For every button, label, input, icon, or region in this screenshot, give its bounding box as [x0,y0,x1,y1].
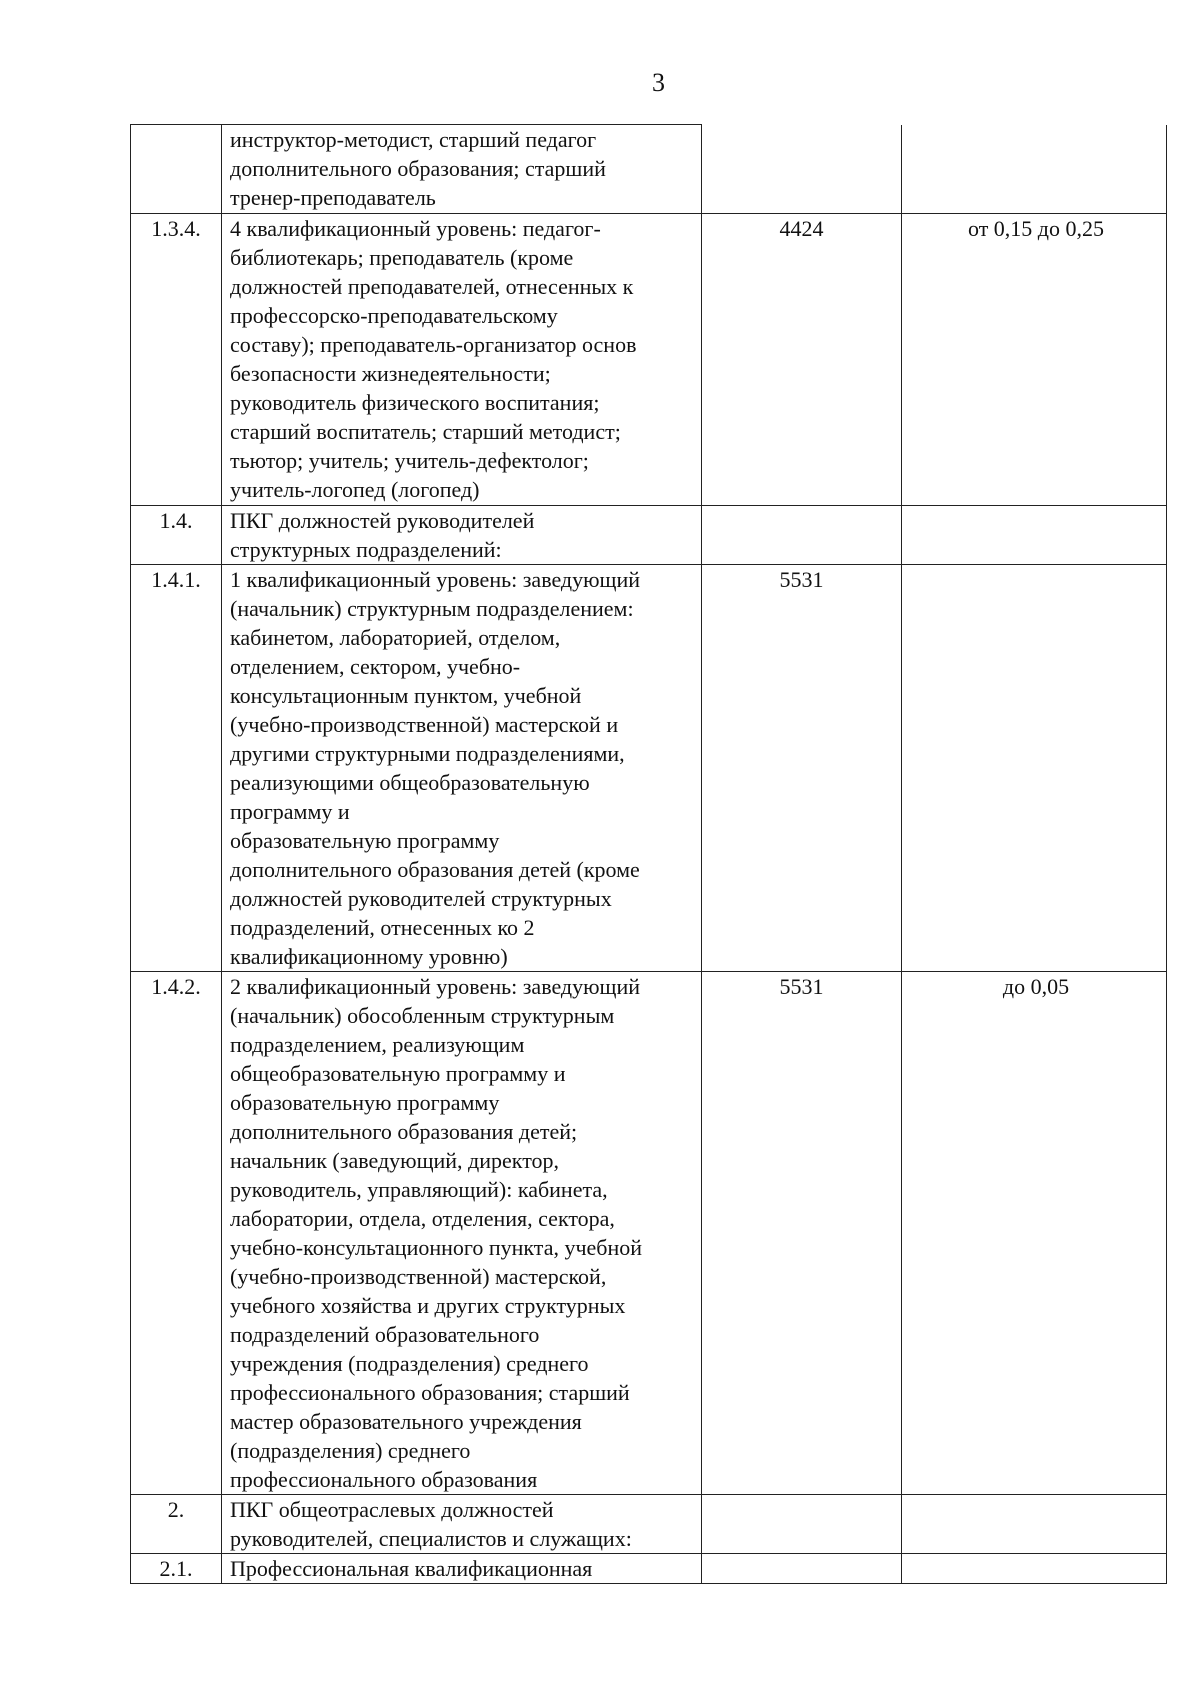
page-number: 3 [652,68,665,97]
row-number: 2.1. [131,1554,222,1584]
row-salary: 4424 [702,214,902,506]
salary-table [130,124,1167,1584]
row-description: Профессиональная квалификационная [222,1554,702,1584]
row-coefficient [902,565,1167,972]
row-coefficient [902,1495,1167,1554]
row-coefficient [902,1554,1167,1584]
row-salary [702,125,902,214]
table-row [131,506,1167,565]
table-row [131,565,1167,972]
table-row [131,972,1167,1495]
row-coefficient [902,506,1167,565]
row-number: 2. [131,1495,222,1554]
row-description: 2 квалификационный уровень: заведующий (начальник) обособленным структурным подразделением, реализующим общеобразовательную программу и образовательную программу дополнительного образования детей; начальник (заведующий, директор, руководитель, управляющий): кабинета, лаборатории, отдела, отделения, сектора, учебно-консультационного пункта, учебной (учебно-производственной) мастерской, учебного хозяйства и других структурных подразделений образовательного учреждения (подразделения) среднего профессионального образования; старший мастер образовательного учреждения (подразделения) среднего профессионального образования [222,972,702,1495]
row-salary [702,1554,902,1584]
row-description: ПКГ должностей руководителей структурных подразделений: [222,506,702,565]
row-description: 4 квалификационный уровень: педагог- библиотекарь; преподаватель (кроме должностей преподавателей, отнесенных к профессорско-преподавательскому составу); преподаватель-организатор основ безопасности жизнедеятельности; руководитель физического воспитания; старший воспитатель; старший методист; тьютор; учитель; учитель-дефектолог; учитель-логопед (логопед) [222,214,702,506]
row-number [131,125,222,214]
row-description: 1 квалификационный уровень: заведующий (начальник) структурным подразделением: кабинетом, лабораторией, отделом, отделением, сектором, учебно- консультационным пунктом, учебной (учебно-производственной) мастерской и другими структурными подразделениями, реализующими общеобразовательную программу и образовательную программу дополнительного образования детей (кроме должностей руководителей структурных подразделений, отнесенных ко 2 квалификационному уровню) [222,565,702,972]
row-number: 1.4.1. [131,565,222,972]
row-number: 1.4.2. [131,972,222,1495]
row-description: ПКГ общеотраслевых должностей руководителей, специалистов и служащих: [222,1495,702,1554]
table-row [131,1554,1167,1584]
row-salary [702,1495,902,1554]
table-row [131,125,1167,214]
row-salary [702,506,902,565]
row-description: инструктор-методист, старший педагог дополнительного образования; старший тренер-преподаватель [222,125,702,214]
table-row [131,214,1167,506]
row-number: 1.3.4. [131,214,222,506]
row-salary: 5531 [702,565,902,972]
row-coefficient [902,125,1167,214]
row-number: 1.4. [131,506,222,565]
row-salary: 5531 [702,972,902,1495]
row-coefficient: до 0,05 [902,972,1167,1495]
table-row [131,1495,1167,1554]
row-coefficient: от 0,15 до 0,25 [902,214,1167,506]
